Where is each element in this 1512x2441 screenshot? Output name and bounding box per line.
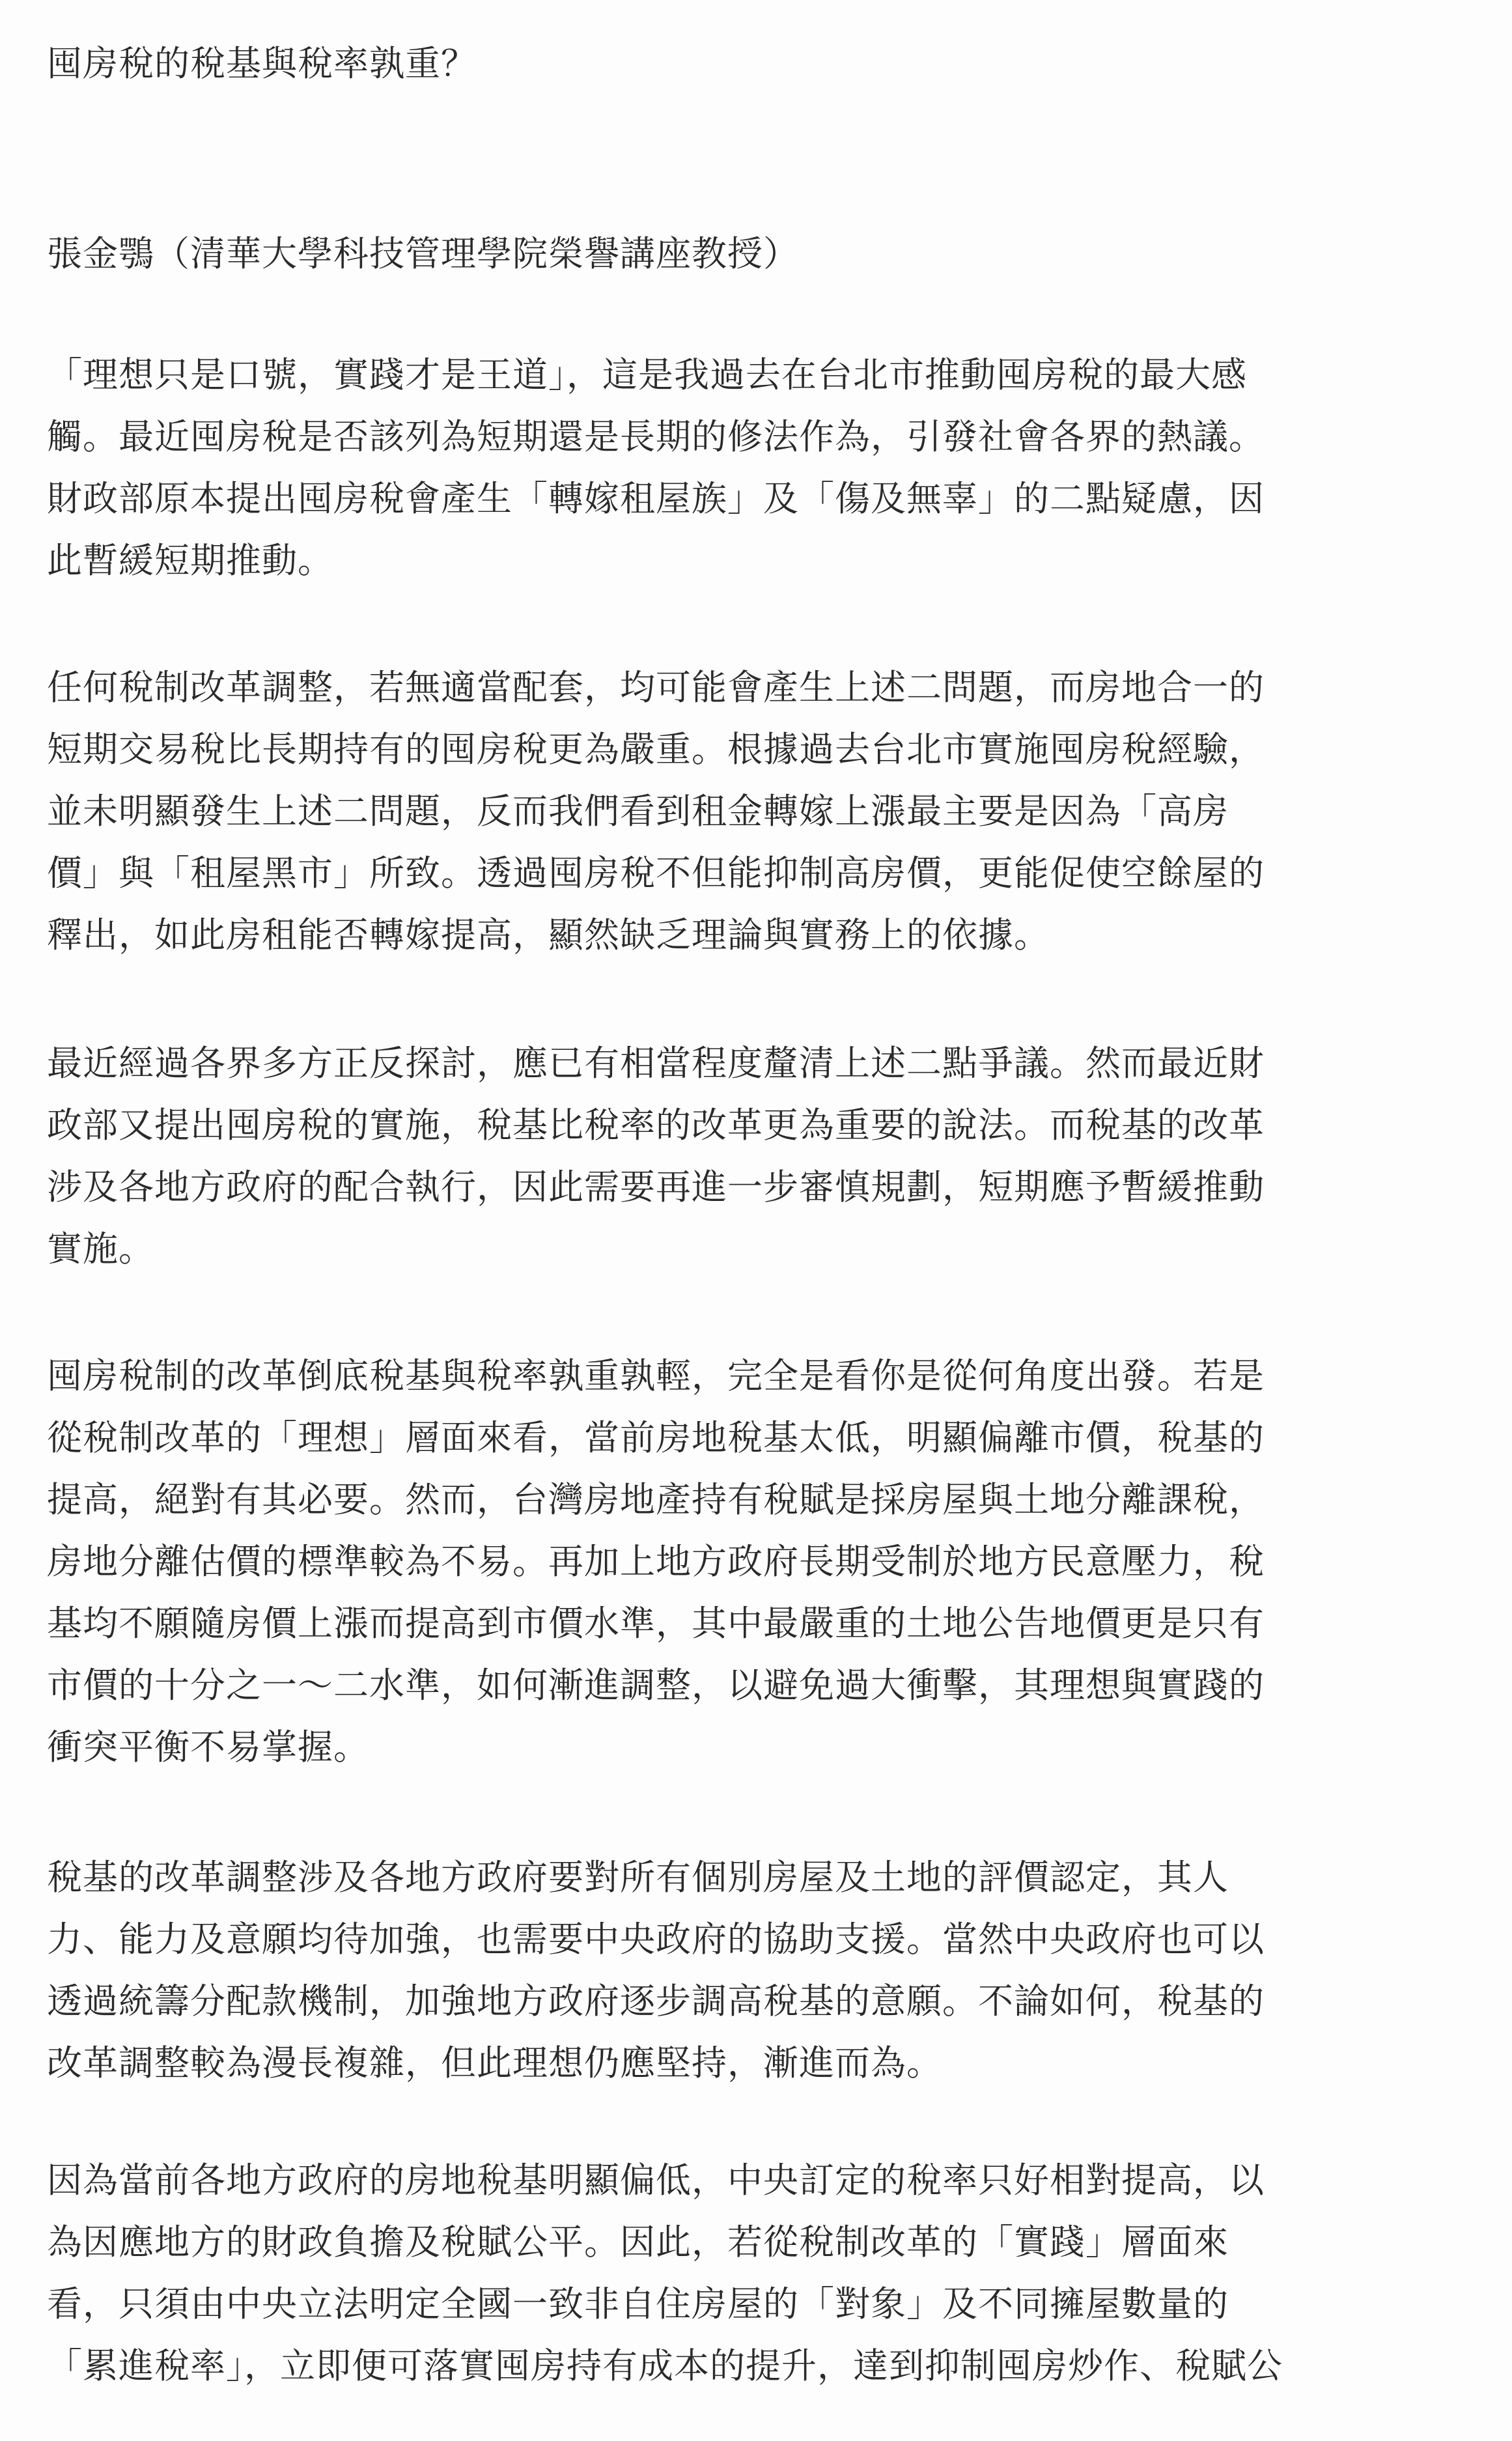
text-line: 囤房稅制的改革倒底稅基與稅率孰重孰輕，完全是看你是從何角度出發。若是 <box>47 1355 1265 1396</box>
text-line: 觸。最近囤房稅是否該列為短期還是長期的修法作為，引發社會各界的熱議。 <box>47 416 1265 457</box>
paragraph-5 <box>47 1846 1479 2094</box>
text-line: 釋出，如此房租能否轉嫁提高，顯然缺乏理論與實務上的依據。 <box>47 914 1050 955</box>
text-line: 衝突平衡不易掌握。 <box>47 1727 369 1768</box>
text-line: 價」與「租屋黑市」所致。透過囤房稅不但能抑制高房價，更能促使空餘屋的 <box>47 853 1265 894</box>
text-line: 因為當前各地方政府的房地稅基明顯偏低，中央訂定的稅率只好相對提高，以 <box>47 2160 1265 2201</box>
text-line: 短期交易稅比長期持有的囤房稅更為嚴重。根據過去台北市實施囤房稅經驗， <box>47 729 1265 770</box>
text-line: 透過統籌分配款機制，加強地方政府逐步調高稅基的意願。不論如何，稅基的 <box>47 1981 1265 2022</box>
text-line: 提高，絕對有其必要。然而，台灣房地產持有稅賦是採房屋與土地分離課稅， <box>47 1479 1265 1520</box>
text-line: 並未明顯發生上述二問題，反而我們看到租金轉嫁上漲最主要是因為「高房 <box>47 791 1229 832</box>
text-line: 基均不願隨房價上漲而提高到市價水準，其中最嚴重的土地公告地價更是只有 <box>47 1603 1265 1644</box>
text-line: 此暫緩短期推動。 <box>47 540 333 581</box>
text-line: 力、能力及意願均待加強，也需要中央政府的協助支援。當然中央政府也可以 <box>47 1919 1265 1960</box>
text-line: 政部又提出囤房稅的實施，稅基比稅率的改革更為重要的說法。而稅基的改革 <box>47 1105 1265 1146</box>
text-line: 最近經過各界多方正反探討，應已有相當程度釐清上述二點爭議。然而最近財 <box>47 1043 1265 1084</box>
article-title <box>47 33 1479 94</box>
text-line: 涉及各地方政府的配合執行，因此需要再進一步審慎規劃，短期應予暫緩推動 <box>47 1166 1265 1207</box>
paragraph-3 <box>47 1032 1479 1280</box>
text-line: 財政部原本提出囤房稅會產生「轉嫁租屋族」及「傷及無辜」的二點疑慮，因 <box>47 478 1265 519</box>
text-line: 稅基的改革調整涉及各地方政府要對所有個別房屋及土地的評價認定，其人 <box>47 1857 1229 1898</box>
title-line: 囤房稅的稅基與稅率孰重？ <box>47 43 477 84</box>
text-line: 改革調整較為漫長複雜，但此理想仍應堅持，漸進而為。 <box>47 2042 942 2083</box>
author-byline <box>47 223 1479 285</box>
text-line: 為因應地方的財政負擔及稅賦公平。因此，若從稅制改革的「實踐」層面來 <box>47 2222 1229 2263</box>
text-line: 任何稅制改革調整，若無適當配套，均可能會產生上述二問題，而房地合一的 <box>47 667 1265 708</box>
paragraph-4 <box>47 1345 1479 1778</box>
text-line: 市價的十分之一～二水準，如何漸進調整，以避免過大衝擊，其理想與實踐的 <box>47 1665 1265 1706</box>
paragraph-2 <box>47 656 1479 966</box>
text-line: 實施。 <box>47 1228 154 1269</box>
text-line: 從稅制改革的「理想」層面來看，當前房地稅基太低，明顯偏離市價，稅基的 <box>47 1417 1265 1458</box>
text-line: 看，只須由中央立法明定全國一致非自住房屋的「對象」及不同擁屋數量的 <box>47 2283 1229 2324</box>
paragraph-6 <box>47 2149 1479 2397</box>
paragraph-1 <box>47 344 1479 591</box>
author-line: 張金鶚（清華大學科技管理學院榮譽講座教授） <box>47 233 799 274</box>
text-line: 房地分離估價的標準較為不易。再加上地方政府長期受制於地方民意壓力，稅 <box>47 1541 1265 1582</box>
text-line: 「累進稅率」，立即便可落實囤房持有成本的提升，達到抑制囤房炒作、稅賦公 <box>47 2345 1283 2386</box>
text-line: 「理想只是口號，實踐才是王道」，這是我過去在台北市推動囤房稅的最大感 <box>47 354 1247 395</box>
